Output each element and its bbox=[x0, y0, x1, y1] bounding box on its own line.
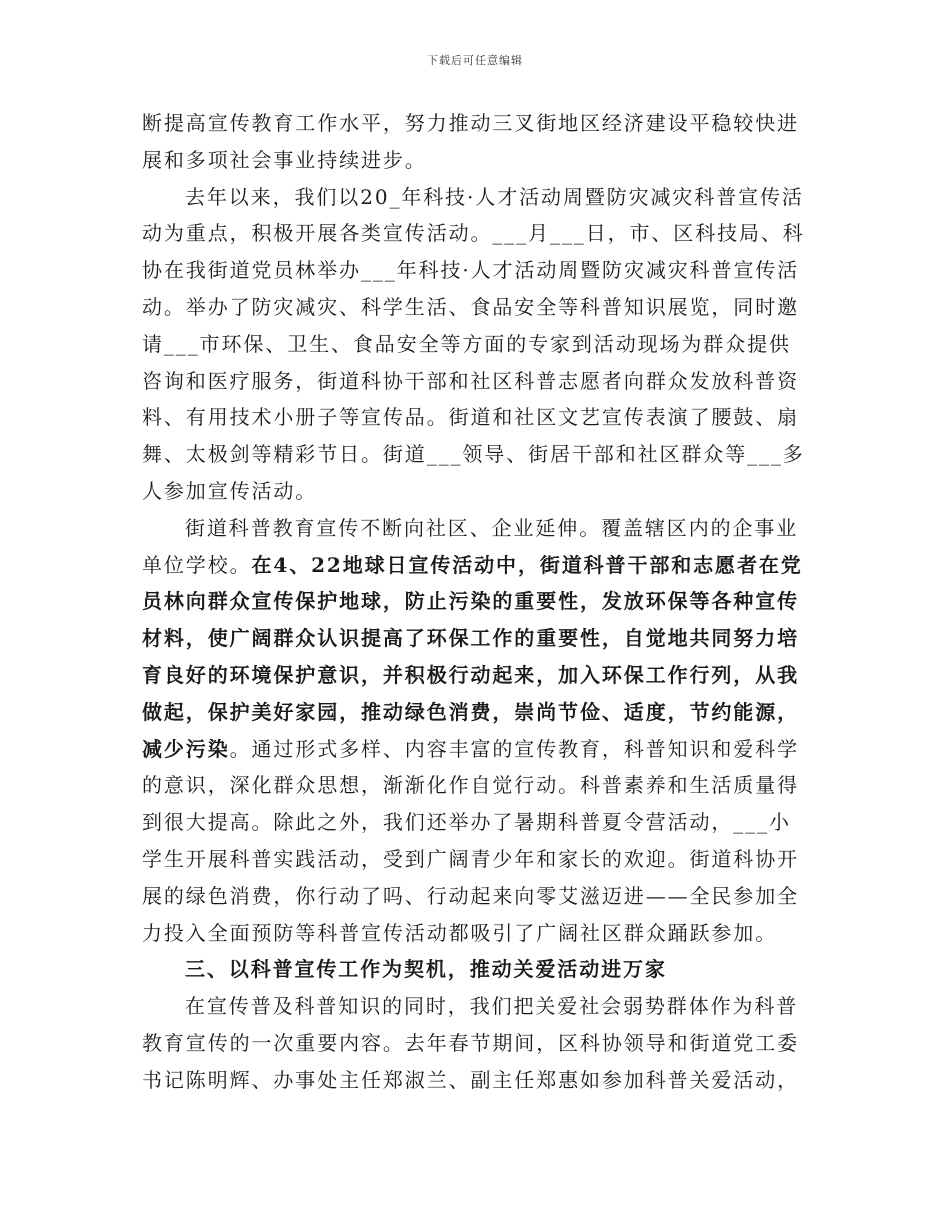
paragraph-care-activity: 在宣传普及科普知识的同时，我们把关爱社会弱势群体作为科普教育宣传的一次重要内容。去年春节期间，区科协领导和街道党工委书记陈明辉、办事处主任郑淑兰、副主任郑惠如参加科普关爱活动， bbox=[142, 994, 799, 1092]
paragraph-text: 街道科普教育宣传不断向社区、企业延伸。覆盖辖区内的企事业单位学校。 bbox=[142, 515, 799, 577]
paragraph-text: 。通过形式多样、内容丰富的宣传教育，科普知识和爱科学的意识，深化群众思想，渐渐化作自觉行动。科普素养和生活质量得到很大提高。除此之外，我们还举办了暑期科普夏令营活动，___小学生开展科普实践活动，受到广阔青少年和家长的欢迎。街道科协开展的绿色消费，你行动了吗、行动起来向零艾滋迈进——全民参加全力投入全面预防等科普宣传活动都吸引了广阔社区群众踊跃参加。 bbox=[142, 736, 800, 945]
bold-emphasis-text: 在4、22地球日宣传活动中，街道科普干部和志愿者在党员林向群众宣传保护地球，防止污染的重要性，发放环保等各种宣传材料，使广阔群众认识提高了环保工作的重要性，自觉地共同努力培育良好的环境保护意识，并积极行动起来，加入环保工作行列，从我做起，保护美好家园，推动绿色消费，崇尚节俭、适度，节约能源，减少污染 bbox=[142, 552, 803, 761]
document-body bbox=[142, 105, 810, 1099]
paragraph-activity-week: 去年以来，我们以20_年科技·人才活动周暨防灾减灾科普宣传活动为重点，积极开展各类宣传活动。___月___日，市、区科技局、科协在我街道党员林举办___年科技·人才活动周暨防灾减灾科普宣传活动。举办了防灾减灾、科学生活、食品安全等科普知识展览，同时邀请___市环保、卫生、食品安全等方面的专家到活动现场为群众提供咨询和医疗服务，街道科协干部和社区科普志愿者向群众发放科普资料、有用技术小册子等宣传品。街道和社区文艺宣传表演了腰鼓、扇舞、太极剑等精彩节日。街道___领导、街居干部和社区群众等___多人参加宣传活动。 bbox=[142, 184, 805, 503]
paragraph-community-extension bbox=[142, 510, 810, 952]
section-heading: 三、以科普宣传工作为契机，推动关爱活动进万家 bbox=[185, 957, 667, 982]
paragraph-continuation: 断提高宣传教育工作水平，努力推动三叉街地区经济建设平稳较快进展和多项社会事业持续进步。 bbox=[142, 111, 799, 172]
page-header: 下载后可任意编辑 bbox=[427, 54, 523, 67]
